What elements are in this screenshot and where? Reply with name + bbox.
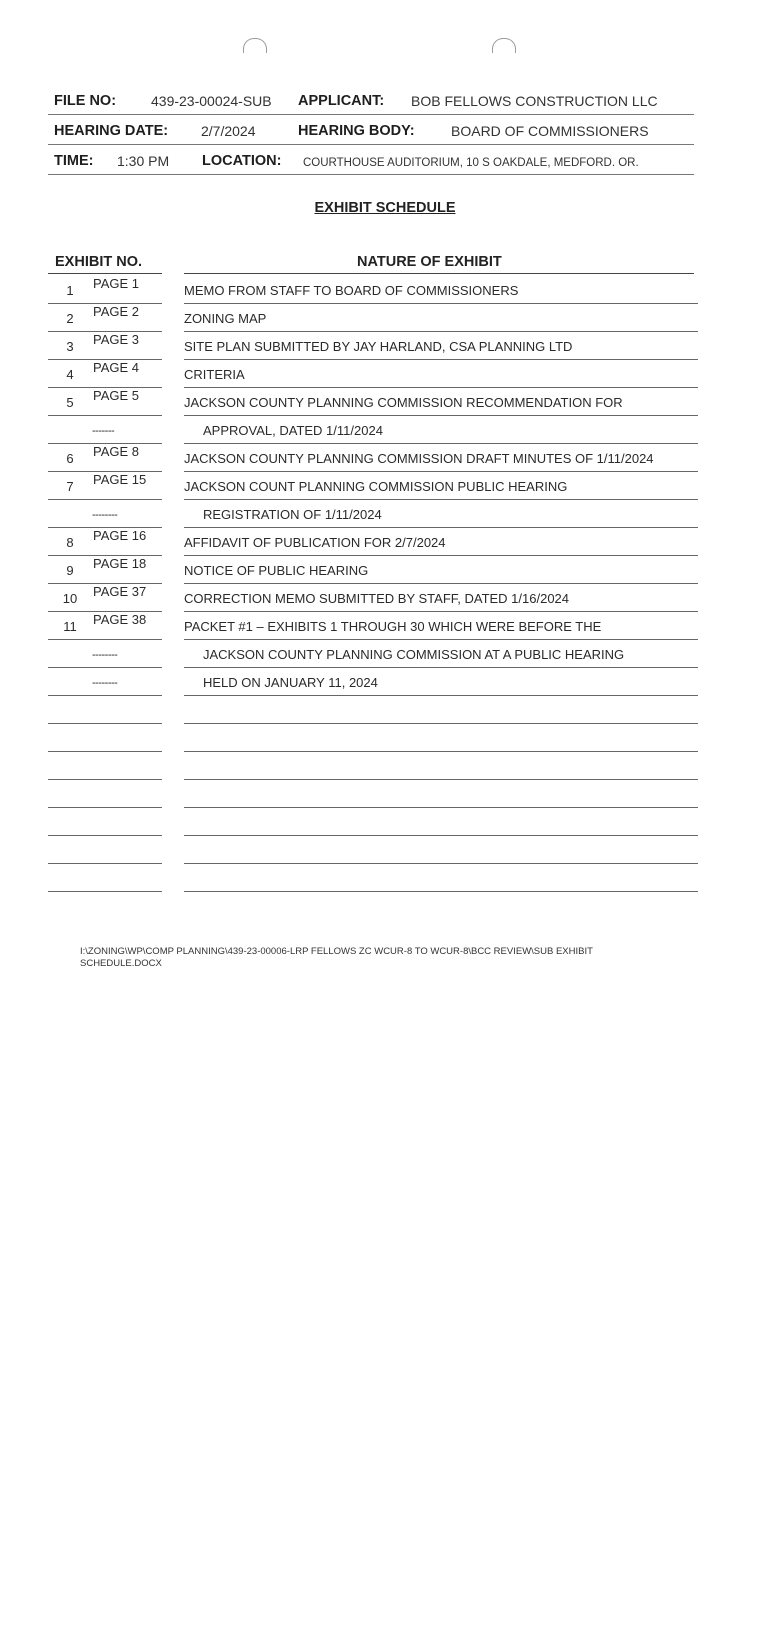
table-row [48, 360, 698, 388]
table-row [48, 836, 698, 864]
exhibit-nature: NOTICE OF PUBLIC HEARING [184, 563, 369, 578]
exhibit-page: PAGE 5 [93, 388, 140, 403]
exhibit-no-header: EXHIBIT NO. [55, 254, 143, 270]
exhibit-page: -------- [92, 509, 118, 521]
table-row [48, 696, 698, 724]
table-row [48, 640, 698, 668]
exhibit-nature: CRITERIA [184, 367, 245, 382]
table-row [48, 332, 698, 360]
table-row [48, 752, 698, 780]
exhibit-page: PAGE 16 [93, 528, 147, 543]
table-row [48, 556, 698, 584]
exhibit-number: 6 [66, 451, 74, 466]
table-row [48, 500, 698, 528]
nature-header-rule [184, 273, 694, 274]
table-row [48, 864, 698, 892]
punch-hole-right [492, 38, 516, 53]
table-row [48, 472, 698, 500]
exhibit-page: PAGE 15 [93, 472, 147, 487]
exhibit-nature: APPROVAL, DATED 1/11/2024 [203, 423, 383, 438]
hearing-date-value: 2/7/2024 [201, 123, 256, 139]
exhibit-nature: HELD ON JANUARY 11, 2024 [203, 675, 378, 690]
exhibit-page: PAGE 1 [93, 276, 140, 291]
nature-header: NATURE OF EXHIBIT [357, 254, 502, 270]
exhibit-number: 2 [66, 311, 74, 326]
exhibit-number: 1 [66, 283, 74, 298]
exhibit-nature: CORRECTION MEMO SUBMITTED BY STAFF, DATED 1/16/2024 [184, 591, 570, 606]
punch-hole-left [243, 38, 267, 53]
hearing-body-label: HEARING BODY: [298, 123, 415, 139]
exhibit-number: 3 [66, 339, 74, 354]
table-row [48, 584, 698, 612]
exhibit-page: PAGE 18 [93, 556, 147, 571]
hearing-date-label: HEARING DATE: [54, 123, 169, 139]
time-label: TIME: [54, 153, 94, 169]
exhibit-number: 8 [66, 535, 74, 550]
file-path-footer: I:\ZONING\WP\COMP PLANNING\439-23-00006-LRP FELLOWS ZC WCUR-8 TO WCUR-8\BCC REVIEW\SUB EXHIBIT SCHEDULE.DOCX [80, 946, 593, 969]
exhibit-nature: ZONING MAP [184, 311, 267, 326]
exhibit-no-header-rule [48, 273, 162, 274]
row-rule-left [48, 890, 162, 892]
exhibit-number: 11 [63, 619, 77, 634]
table-row [48, 612, 698, 640]
table-row [48, 668, 698, 696]
exhibit-page: -------- [92, 649, 118, 661]
exhibit-nature: JACKSON COUNT PLANNING COMMISSION PUBLIC HEARING [184, 479, 568, 494]
exhibit-page: PAGE 3 [93, 332, 140, 347]
table-row [48, 780, 698, 808]
exhibit-number: 9 [66, 563, 74, 578]
exhibit-nature: REGISTRATION OF 1/11/2024 [203, 507, 382, 522]
table-row [48, 444, 698, 472]
exhibit-nature: MEMO FROM STAFF TO BOARD OF COMMISSIONERS [184, 283, 519, 298]
exhibit-nature: JACKSON COUNTY PLANNING COMMISSION AT A PUBLIC HEARING [203, 647, 625, 662]
applicant-value: BOB FELLOWS CONSTRUCTION LLC [411, 93, 658, 109]
table-row [48, 416, 698, 444]
exhibit-number: 7 [66, 479, 74, 494]
exhibit-page: PAGE 2 [93, 304, 140, 319]
row-rule-right [184, 890, 698, 892]
exhibit-nature: JACKSON COUNTY PLANNING COMMISSION RECOMMENDATION FOR [184, 395, 623, 410]
exhibit-nature: AFFIDAVIT OF PUBLICATION FOR 2/7/2024 [184, 535, 446, 550]
table-row [48, 528, 698, 556]
header-row-file [48, 88, 694, 115]
table-row [48, 808, 698, 836]
exhibit-page: -------- [92, 677, 118, 689]
exhibit-number: 4 [66, 367, 74, 382]
exhibit-nature: JACKSON COUNTY PLANNING COMMISSION DRAFT MINUTES OF 1/11/2024 [184, 451, 654, 466]
header-row-hearing [48, 118, 694, 145]
exhibit-number: 10 [62, 591, 78, 606]
time-value: 1:30 PM [117, 153, 170, 169]
exhibit-nature: PACKET #1 – EXHIBITS 1 THROUGH 30 WHICH WERE BEFORE THE [184, 619, 602, 634]
header-row-time [48, 148, 694, 175]
table-row [48, 276, 698, 304]
exhibit-number: 5 [66, 395, 74, 410]
table-row [48, 388, 698, 416]
exhibit-page: PAGE 4 [93, 360, 140, 375]
table-row [48, 724, 698, 752]
file-no-label: FILE NO: [54, 93, 117, 109]
exhibit-nature: SITE PLAN SUBMITTED BY JAY HARLAND, CSA PLANNING LTD [184, 339, 573, 354]
hearing-body-value: BOARD OF COMMISSIONERS [451, 123, 649, 139]
location-value: COURTHOUSE AUDITORIUM, 10 S OAKDALE, MEDFORD. OR. [303, 157, 639, 169]
page-title: EXHIBIT SCHEDULE [314, 200, 456, 216]
exhibit-page: ------- [92, 425, 115, 437]
exhibit-page: PAGE 8 [93, 444, 140, 459]
exhibit-page: PAGE 37 [93, 584, 147, 599]
table-row [48, 304, 698, 332]
exhibit-page: PAGE 38 [93, 612, 147, 627]
file-no-value: 439-23-00024-SUB [151, 93, 272, 109]
applicant-label: APPLICANT: [298, 93, 385, 109]
location-label: LOCATION: [202, 153, 282, 169]
